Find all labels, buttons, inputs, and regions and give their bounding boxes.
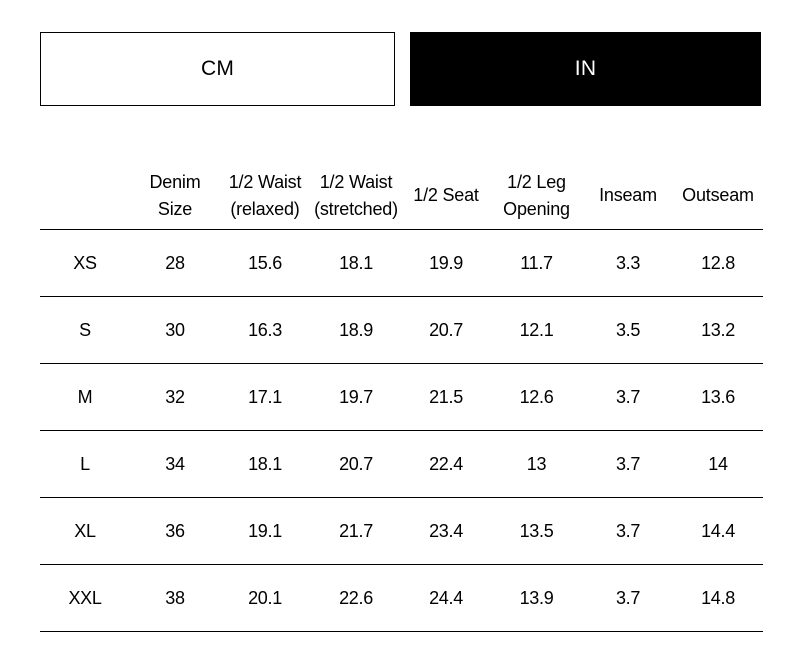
size-chart-table xyxy=(40,162,763,632)
cell-half-waist-relaxed: 17.1 xyxy=(220,364,310,431)
header-half-leg-opening: 1/2 Leg Opening xyxy=(490,162,583,230)
cell-half-waist-stretched: 21.7 xyxy=(310,498,402,565)
cell-half-leg-opening: 12.6 xyxy=(490,364,583,431)
header-outseam: Outseam xyxy=(673,162,763,230)
table-row xyxy=(40,230,763,297)
cell-half-seat: 23.4 xyxy=(402,498,490,565)
cell-size-label: S xyxy=(40,297,130,364)
cell-inseam: 3.7 xyxy=(583,431,673,498)
cell-size-label: M xyxy=(40,364,130,431)
header-half-seat: 1/2 Seat xyxy=(402,162,490,230)
cell-outseam: 12.8 xyxy=(673,230,763,297)
table-body xyxy=(40,230,763,632)
cell-half-waist-relaxed: 18.1 xyxy=(220,431,310,498)
cell-half-waist-relaxed: 20.1 xyxy=(220,565,310,632)
cell-half-waist-stretched: 22.6 xyxy=(310,565,402,632)
cell-outseam: 14.8 xyxy=(673,565,763,632)
cell-half-leg-opening: 13 xyxy=(490,431,583,498)
cell-half-seat: 22.4 xyxy=(402,431,490,498)
header-half-waist-stretched: 1/2 Waist (stretched) xyxy=(310,162,402,230)
cell-half-seat: 19.9 xyxy=(402,230,490,297)
cell-half-waist-relaxed: 19.1 xyxy=(220,498,310,565)
header-size-label xyxy=(40,162,130,230)
cell-size-label: L xyxy=(40,431,130,498)
header-half-waist-relaxed: 1/2 Waist (relaxed) xyxy=(220,162,310,230)
header-denim-size: Denim Size xyxy=(130,162,220,230)
cell-outseam: 13.6 xyxy=(673,364,763,431)
cell-half-seat: 20.7 xyxy=(402,297,490,364)
cell-half-leg-opening: 11.7 xyxy=(490,230,583,297)
cell-half-waist-stretched: 18.1 xyxy=(310,230,402,297)
cell-inseam: 3.3 xyxy=(583,230,673,297)
table-row xyxy=(40,565,763,632)
cell-denim-size: 32 xyxy=(130,364,220,431)
cell-inseam: 3.5 xyxy=(583,297,673,364)
cell-half-seat: 21.5 xyxy=(402,364,490,431)
cell-denim-size: 28 xyxy=(130,230,220,297)
cell-size-label: XXL xyxy=(40,565,130,632)
cell-half-seat: 24.4 xyxy=(402,565,490,632)
cell-half-waist-relaxed: 16.3 xyxy=(220,297,310,364)
cell-denim-size: 34 xyxy=(130,431,220,498)
cell-half-waist-stretched: 20.7 xyxy=(310,431,402,498)
table-row xyxy=(40,297,763,364)
cell-denim-size: 30 xyxy=(130,297,220,364)
in-unit-button[interactable]: IN xyxy=(410,32,761,106)
cell-size-label: XS xyxy=(40,230,130,297)
table-row xyxy=(40,364,763,431)
cell-half-waist-stretched: 19.7 xyxy=(310,364,402,431)
table-row xyxy=(40,431,763,498)
cell-outseam: 14.4 xyxy=(673,498,763,565)
cell-inseam: 3.7 xyxy=(583,364,673,431)
cell-denim-size: 38 xyxy=(130,565,220,632)
table-row xyxy=(40,498,763,565)
cell-half-waist-stretched: 18.9 xyxy=(310,297,402,364)
cell-half-waist-relaxed: 15.6 xyxy=(220,230,310,297)
cell-half-leg-opening: 13.9 xyxy=(490,565,583,632)
cell-inseam: 3.7 xyxy=(583,498,673,565)
cm-unit-button[interactable]: CM xyxy=(40,32,395,106)
unit-toggle xyxy=(40,32,761,106)
cell-size-label: XL xyxy=(40,498,130,565)
cell-outseam: 14 xyxy=(673,431,763,498)
cell-half-leg-opening: 13.5 xyxy=(490,498,583,565)
table-header-row xyxy=(40,162,763,230)
cell-half-leg-opening: 12.1 xyxy=(490,297,583,364)
cell-denim-size: 36 xyxy=(130,498,220,565)
header-inseam: Inseam xyxy=(583,162,673,230)
cell-inseam: 3.7 xyxy=(583,565,673,632)
cell-outseam: 13.2 xyxy=(673,297,763,364)
